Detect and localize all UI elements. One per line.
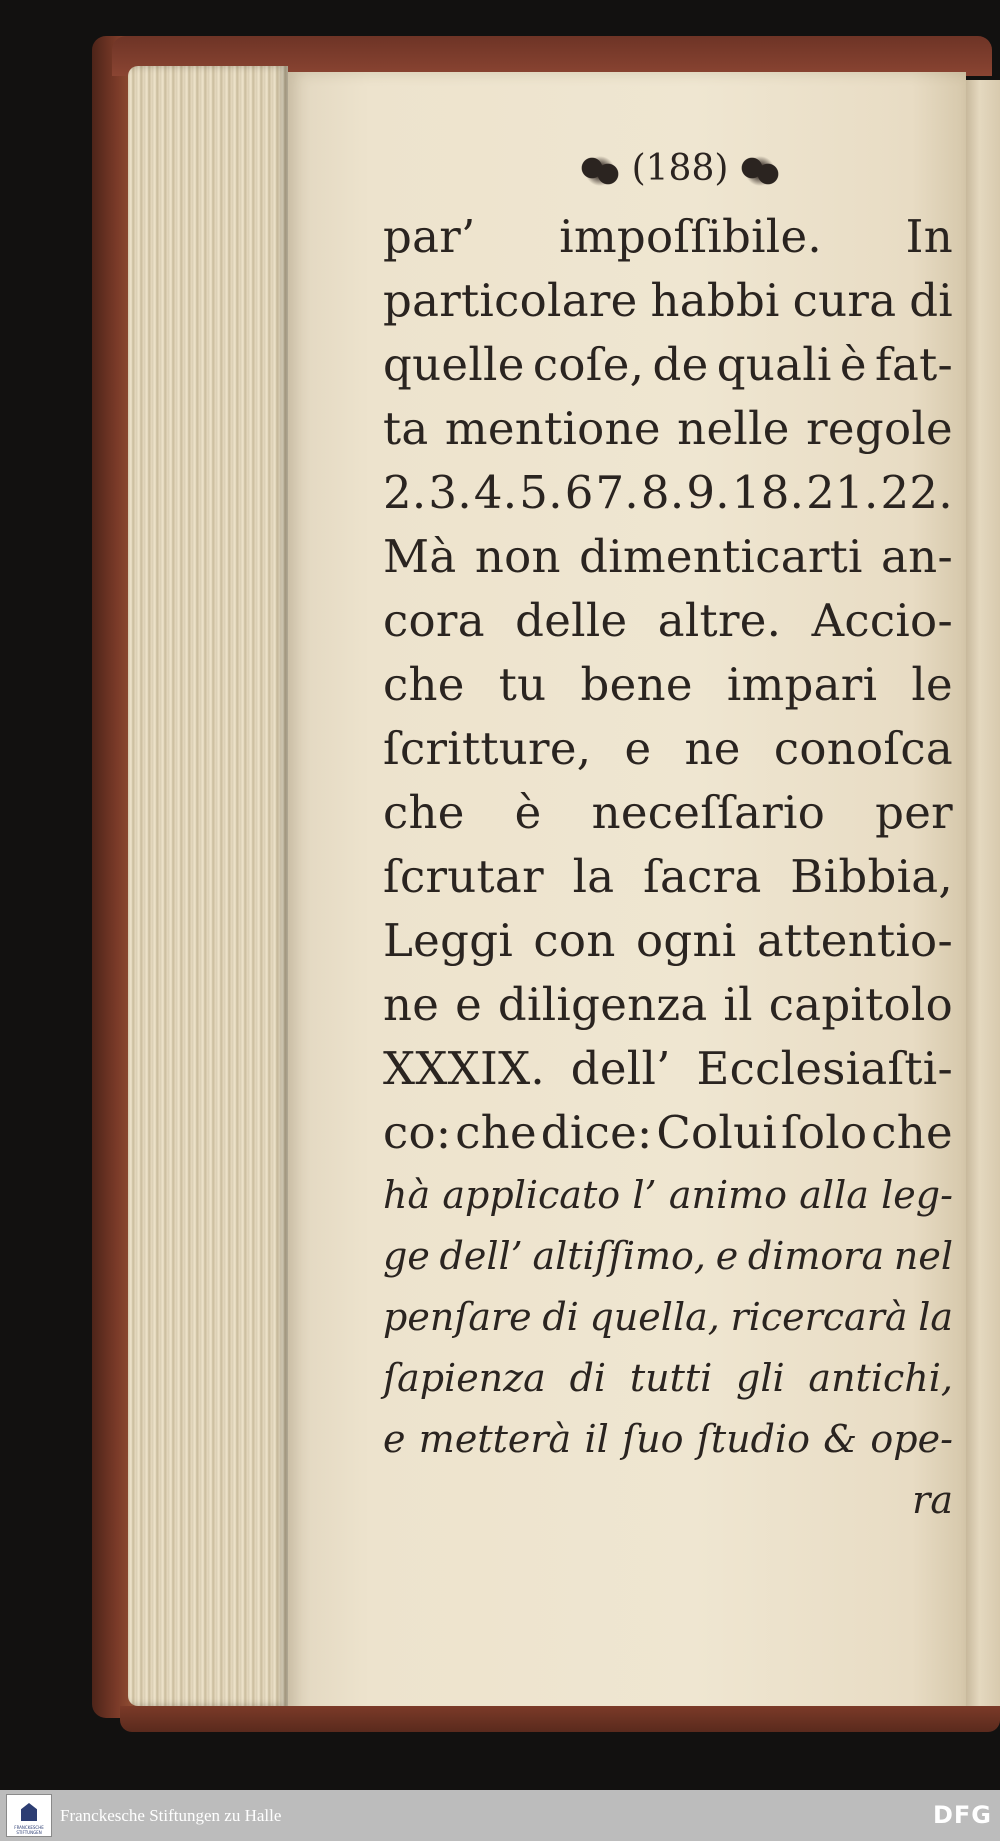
text-line — [383, 589, 953, 653]
word: co: — [383, 1106, 452, 1159]
word: antichi, — [808, 1356, 953, 1400]
text-line — [383, 1101, 953, 1165]
word: hà — [383, 1173, 431, 1217]
word: ne — [383, 978, 440, 1031]
text-line — [383, 1409, 953, 1470]
ornament-left-icon — [580, 156, 620, 186]
word: è — [839, 338, 867, 391]
word: In — [905, 210, 953, 263]
word: che — [455, 1106, 537, 1159]
word: neceſſario — [591, 786, 826, 839]
footer-bar — [0, 1790, 1000, 1841]
word: l’ — [632, 1173, 657, 1217]
text-line — [383, 717, 953, 781]
word: quelle — [383, 338, 525, 391]
text-line — [383, 333, 953, 397]
text-line — [383, 973, 953, 1037]
word: tutti — [629, 1356, 713, 1400]
word: Accio- — [811, 594, 953, 647]
word: altre. — [657, 594, 782, 647]
word: nel — [893, 1234, 953, 1278]
word: quella, — [589, 1295, 720, 1339]
word: regole — [806, 402, 953, 455]
word: con — [533, 914, 616, 967]
word: non — [474, 530, 561, 583]
word: Colui — [656, 1106, 778, 1159]
text-line — [383, 909, 953, 973]
word: diligenza — [497, 978, 708, 1031]
word: leg- — [881, 1173, 953, 1217]
cover-bottom-edge — [120, 1706, 1000, 1732]
word: nelle — [677, 402, 790, 455]
word: 5. — [519, 466, 563, 519]
word: la — [918, 1295, 953, 1339]
text-line — [383, 653, 953, 717]
text-line — [383, 461, 953, 525]
word: bene — [580, 658, 693, 711]
word: 22. — [880, 466, 953, 519]
word: Leggi — [383, 914, 514, 967]
word: habbi — [650, 274, 780, 327]
word: metterà — [418, 1417, 572, 1461]
word: ope- — [870, 1417, 953, 1461]
word: che — [871, 1106, 953, 1159]
word: capitolo — [768, 978, 953, 1031]
word: dell’ — [439, 1234, 523, 1278]
word: & — [823, 1417, 858, 1461]
word: e — [455, 978, 483, 1031]
word: ricercarà — [730, 1295, 908, 1339]
word: e — [624, 722, 652, 775]
page-text — [383, 205, 953, 1531]
text-line — [383, 781, 953, 845]
institution-logo — [6, 1794, 52, 1837]
word: ſcritture, — [383, 722, 592, 775]
word: 4. — [473, 466, 518, 519]
text-line — [383, 1165, 953, 1226]
word: Bibbia, — [790, 850, 953, 903]
word: dimora — [747, 1234, 885, 1278]
word: Ecclesiaſti- — [696, 1042, 953, 1095]
word: impoſſibile. — [559, 210, 823, 263]
page-edges — [128, 66, 288, 1706]
word: an- — [881, 530, 953, 583]
word: ra — [912, 1478, 953, 1522]
word: impari — [726, 658, 878, 711]
word: 21. — [806, 466, 879, 519]
word: è — [514, 786, 542, 839]
word: ſuo — [622, 1417, 684, 1461]
word: particolare — [383, 274, 638, 327]
text-line — [383, 845, 953, 909]
word: mentione — [444, 402, 661, 455]
word: Mà — [383, 530, 457, 583]
word: 3. — [428, 466, 472, 519]
word: la — [572, 850, 615, 903]
word: quali — [716, 338, 832, 391]
funder-logo: DFG — [932, 1801, 992, 1829]
institution-name: Franckesche Stiftungen zu Halle — [60, 1806, 282, 1825]
word: che — [383, 786, 465, 839]
word: ne — [684, 722, 741, 775]
word: ſolo — [780, 1106, 868, 1159]
word: altiſſimo, — [532, 1234, 706, 1278]
text-line — [383, 525, 953, 589]
word: dice: — [540, 1106, 653, 1159]
word: de — [652, 338, 709, 391]
word: 6 — [564, 466, 594, 519]
page-number: (188) — [631, 148, 729, 189]
word: e — [715, 1234, 739, 1278]
word: tu — [498, 658, 547, 711]
word: di — [569, 1356, 607, 1400]
text-line — [383, 269, 953, 333]
word: ſcrutar — [383, 850, 544, 903]
word: il — [723, 978, 753, 1031]
word: 2. — [383, 466, 427, 519]
word: 18. — [731, 466, 805, 519]
word: XXXIX. — [383, 1042, 546, 1095]
word: alla — [799, 1173, 869, 1217]
word: e — [383, 1417, 406, 1461]
word: 8. — [640, 466, 685, 519]
word: par’ — [383, 210, 476, 263]
word: penſare — [383, 1295, 532, 1339]
word: cora — [383, 594, 485, 647]
word: attentio- — [756, 914, 953, 967]
word: 9. — [686, 466, 730, 519]
word: di — [909, 274, 953, 327]
word: ta — [383, 402, 429, 455]
word: ſtudio — [696, 1417, 810, 1461]
word: il — [584, 1417, 609, 1461]
word: delle — [515, 594, 628, 647]
word: ge — [383, 1234, 430, 1278]
building-icon — [21, 1803, 37, 1821]
logo-label: FRANCKESCHE STIFTUNGEN — [14, 1825, 44, 1835]
word: che — [383, 658, 465, 711]
text-line — [383, 397, 953, 461]
text-line — [383, 205, 953, 269]
text-line — [383, 1470, 953, 1531]
word: dimenticarti — [579, 530, 863, 583]
word: coſe, — [532, 338, 645, 391]
text-line — [383, 1287, 953, 1348]
word: applicato — [442, 1173, 621, 1217]
word: 7. — [595, 466, 640, 519]
word: dell’ — [570, 1042, 671, 1095]
word: le — [911, 658, 953, 711]
ornament-right-icon — [740, 156, 780, 186]
word: conoſca — [773, 722, 953, 775]
word: animo — [668, 1173, 788, 1217]
word: ſacra — [643, 850, 762, 903]
text-line — [383, 1037, 953, 1101]
word: ogni — [636, 914, 737, 967]
word: cura — [792, 274, 897, 327]
word: per — [875, 786, 953, 839]
word: gli — [736, 1356, 785, 1400]
page-header — [560, 144, 800, 194]
word: di — [542, 1295, 579, 1339]
text-line — [383, 1348, 953, 1409]
text-line — [383, 1226, 953, 1287]
word: fat- — [875, 338, 953, 391]
word: ſapienza — [383, 1356, 546, 1400]
facing-page-edge — [966, 80, 1000, 1710]
